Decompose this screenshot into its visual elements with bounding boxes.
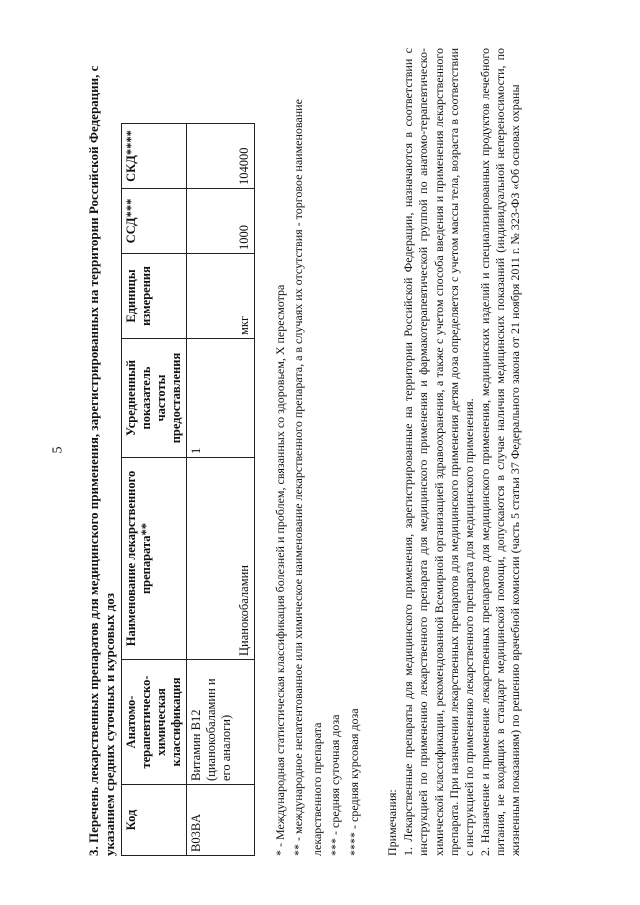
cell-drug-name: Цианокобаламин [186, 458, 254, 660]
col-frequency: Усредненный показатель частоты предоставления [121, 339, 186, 458]
table-header-row [121, 124, 186, 856]
note-item: 1. Лекарственные препараты для медицинского применения, зарегистрированные на территории Российской Федерации, назначаются в соответствии с инструкцией по применению лекарственного препарата для медицинского применения и фармакотерапевтической группой по анатомо-терапевтическо-химической классификации, рекомендованной Всемирной организацией здравоохранения, а также с учетом способа введения и применения лекарственного препарата. При назначении лекарственных препаратов для медицинского применения детям доза определяется с учетом массы тела, возраста в соответствии с инструкцией по применению лекарственного препарата для медицинского применения. [400, 48, 477, 856]
cell-atc: Витамин B12 (цианокобаламин и его аналоги) [186, 660, 254, 785]
table-row [186, 124, 254, 856]
col-atc: Анатомо-терапевтическо-химическая классификация [121, 660, 186, 785]
drug-table [121, 123, 255, 856]
cell-skd: 104000 [186, 124, 254, 189]
page-number: 5 [50, 446, 66, 454]
col-unit: Единицы измерения [121, 254, 186, 339]
notes-section [385, 48, 523, 856]
col-drug-name: Наименование лекарственного препарата** [121, 458, 186, 660]
section-heading: 3. Перечень лекарственных препаратов для медицинского применения, зарегистрированных на территории Российской Федерации, с указанием средних суточных и курсовых доз [86, 65, 118, 856]
cell-code: B03BA [186, 785, 254, 856]
notes-title: Примечания: [385, 789, 400, 856]
col-ssd: ССД*** [121, 189, 186, 254]
footnote: * - Международная статистическая классификация болезней и проблем, связанных со здоровьем, X пересмотра [272, 284, 287, 856]
cell-unit: мкг [186, 254, 254, 339]
rotated-document-page [80, 42, 640, 862]
footnote: *** - средняя суточная доза [328, 714, 343, 856]
note-item: 2. Назначение и применение лекарственных препаратов для медицинского применения, медицинских изделий и специализированных продуктов лечебного питания, не входящих в стандарт медицинской помощи, допускаются в случае наличия медицинских показаний (индивидуальной непереносимости, по жизненным показаниям) по решению врачебной комиссии (часть 5 статьи 37 Федерального закона от 21 ноября 2011 г. № 323-ФЗ «Об основах охраны [477, 48, 523, 856]
footnote: ** - международное непатентованное или химическое наименование лекарственного препарата, а в случаях их отсутствия - торговое наименование лекарственного препарата [291, 99, 324, 856]
cell-frequency: 1 [186, 339, 254, 458]
col-code: Код [121, 785, 186, 856]
cell-ssd: 1000 [186, 189, 254, 254]
footnote: **** - средняя курсовая доза [346, 708, 361, 856]
footnotes [271, 48, 364, 856]
col-skd: СКД**** [121, 124, 186, 189]
